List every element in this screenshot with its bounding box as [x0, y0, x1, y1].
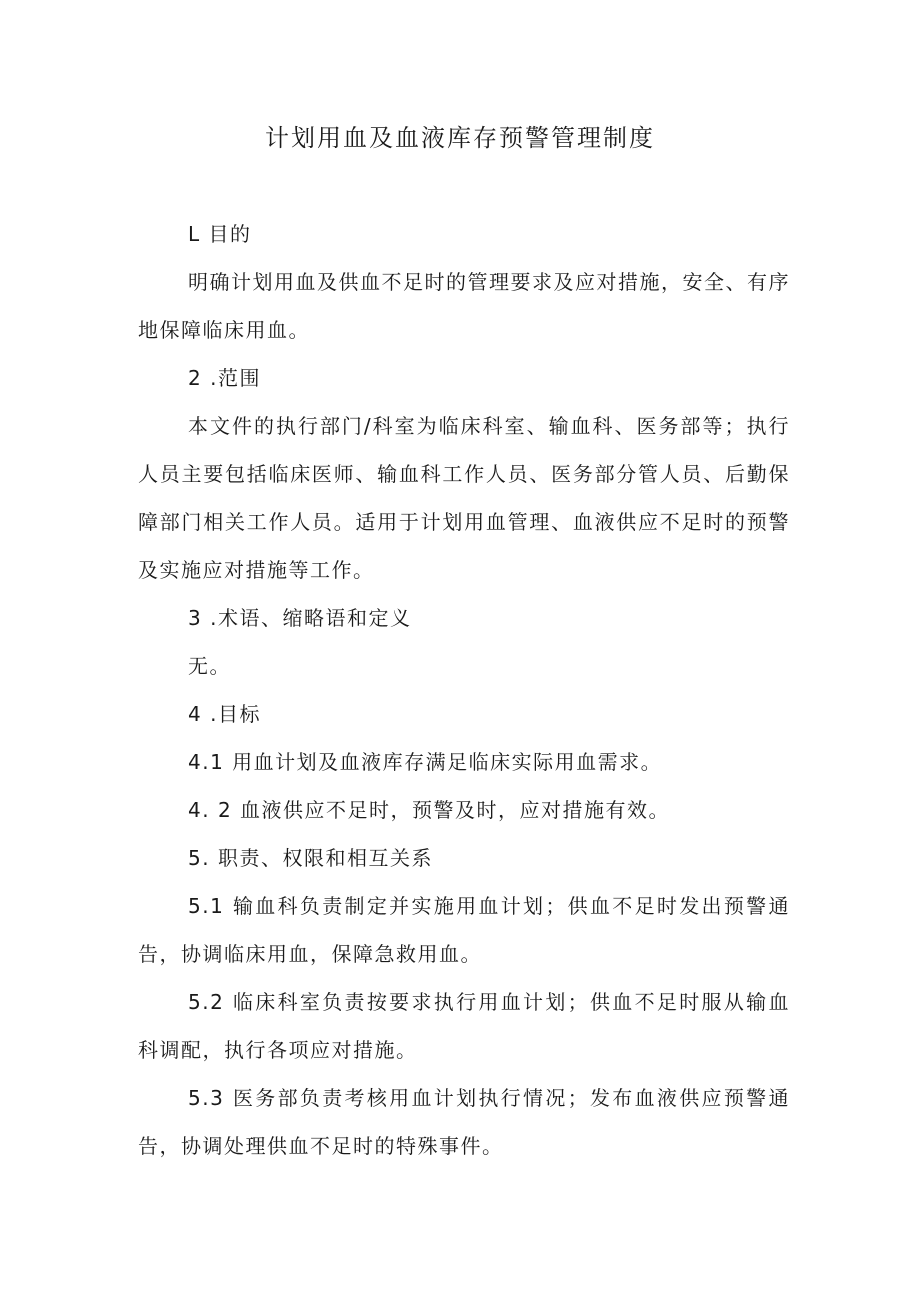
section-2-body: 本文件的执行部门/科室为临床科室、输血科、医务部等；执行人员主要包括临床医师、输血科工作人员、医务部分管人员、后勤保障部门相关工作人员。适用于计划用血管理、血液供应不足时的预警及实施应对措施等工作。 — [138, 414, 790, 582]
section-4-heading: 4 .目标 — [188, 702, 261, 726]
section-4-1: 4.1 用血计划及血液库存满足临床实际用血需求。 — [188, 750, 663, 774]
section-5-3: 5.3 医务部负责考核用血计划执行情况；发布血液供应预警通告，协调处理供血不足时的特殊事件。 — [138, 1086, 790, 1158]
section-5-1: 5.1 输血科负责制定并实施用血计划；供血不足时发出预警通告，协调临床用血，保障急救用血。 — [138, 894, 790, 966]
section-4-2: 4. 2 血液供应不足时，预警及时，应对措施有效。 — [188, 798, 671, 822]
section-3-heading: 3 .术语、缩略语和定义 — [188, 606, 412, 630]
section-2-heading: 2 .范围 — [188, 366, 261, 390]
section-1-body: 明确计划用血及供血不足时的管理要求及应对措施，安全、有序地保障临床用血。 — [138, 270, 790, 342]
document-body — [138, 210, 790, 1170]
section-5-heading: 5. 职责、权限和相互关系 — [188, 846, 433, 870]
section-1-heading: L 目的 — [188, 222, 252, 246]
section-3-body: 无。 — [188, 654, 231, 678]
document-title: 计划用血及血液库存预警管理制度 — [265, 124, 655, 152]
section-5-2: 5.2 临床科室负责按要求执行用血计划；供血不足时服从输血科调配，执行各项应对措施。 — [138, 990, 790, 1062]
